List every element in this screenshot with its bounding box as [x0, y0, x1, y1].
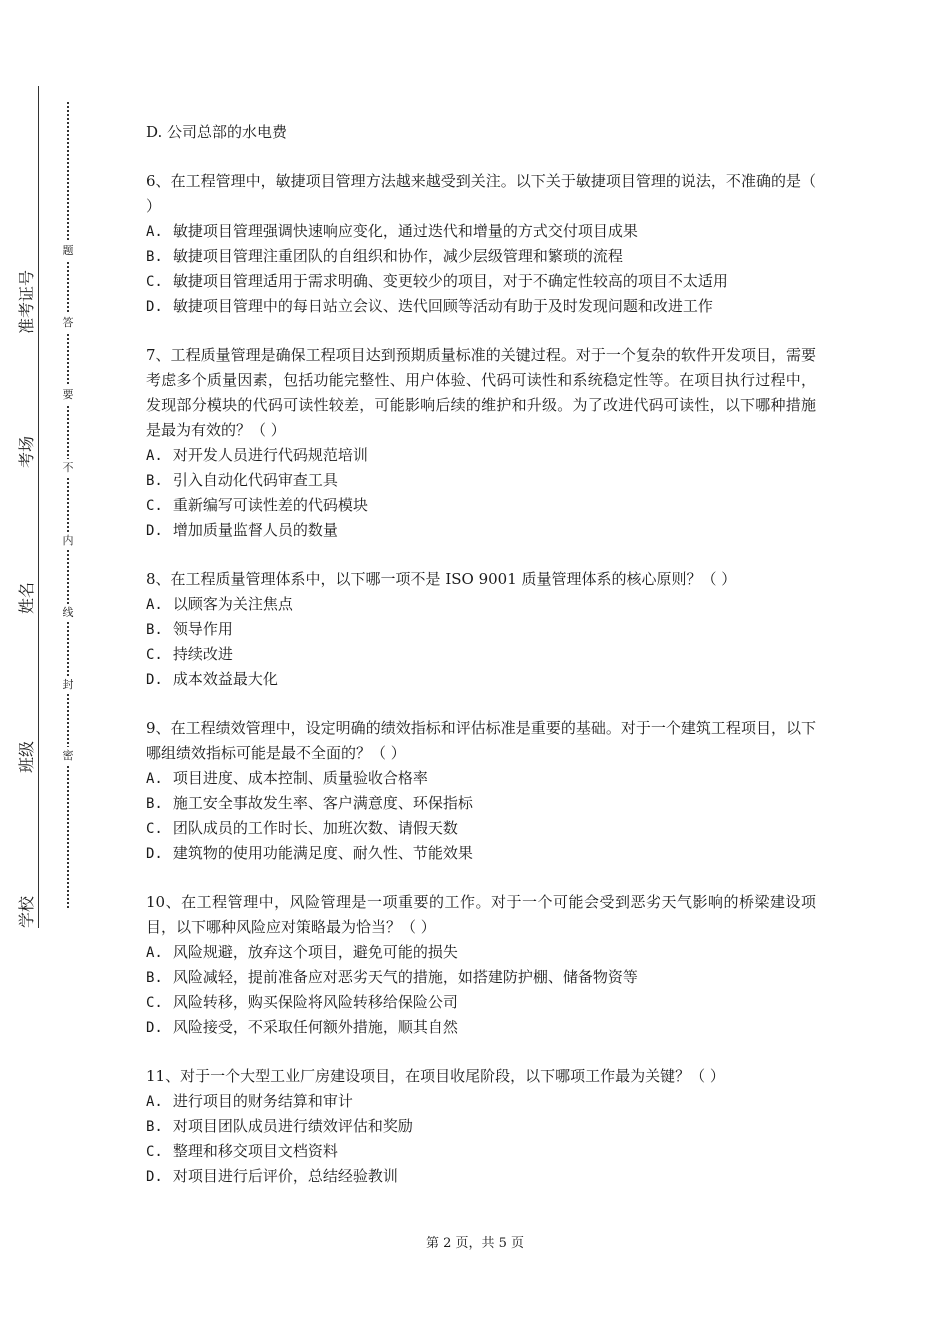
- option-text: 领导作用: [172, 620, 233, 638]
- option-text: 对项目团队成员进行绩效评估和奖励: [172, 1117, 413, 1135]
- option: [146, 244, 816, 269]
- field-exam-room: [14, 435, 64, 570]
- exam-content: [146, 120, 816, 1189]
- option-text: 重新编写可读性差的代码模块: [172, 496, 368, 514]
- option-letter: A.: [146, 945, 163, 961]
- option: [146, 1164, 816, 1189]
- option: [146, 766, 816, 791]
- option-text: 风险规避，放弃这个项目，避免可能的损失: [172, 943, 458, 961]
- option-letter: D.: [146, 1169, 163, 1185]
- option-letter: C.: [146, 821, 163, 837]
- field-admission-number-label: 准考证号: [14, 268, 37, 336]
- option: [146, 1114, 816, 1139]
- option-text: 持续改进: [172, 645, 233, 663]
- option: [146, 1139, 816, 1164]
- option-text: 项目进度、成本控制、质量验收合格率: [172, 769, 428, 787]
- option: [146, 219, 816, 244]
- question-11: [146, 1064, 816, 1189]
- question-9: [146, 716, 816, 866]
- option-text: 对项目进行后评价，总结经验教训: [172, 1167, 398, 1185]
- option-letter: B.: [146, 249, 163, 265]
- option-letter: C.: [146, 995, 163, 1011]
- option-text: 敏捷项目管理中的每日站立会议、迭代回顾等活动有助于及时发现问题和改进工作: [172, 297, 713, 315]
- option-letter: B.: [146, 796, 163, 812]
- option-letter: B.: [146, 1119, 163, 1135]
- option-letter: B.: [146, 473, 163, 489]
- option-letter: C.: [146, 1144, 163, 1160]
- option: [146, 1089, 816, 1114]
- question-8-text: 8、在工程质量管理体系中，以下哪一项不是 ISO 9001 质量管理体系的核心原则？（ ）: [146, 570, 737, 588]
- option-text: 风险接受，不采取任何额外措施，顺其自然: [172, 1018, 458, 1036]
- question-10: [146, 890, 816, 1040]
- seal-char: 题: [59, 242, 77, 260]
- option-text: 建筑物的使用功能满足度、耐久性、节能效果: [172, 844, 473, 862]
- option-text: 成本效益最大化: [172, 670, 278, 688]
- field-class: [14, 740, 64, 875]
- question-6-text: 6、在工程管理中，敏捷项目管理方法越来越受到关注。以下关于敏捷项目管理的说法，不准确的是（ ）: [146, 172, 816, 215]
- option: [146, 791, 816, 816]
- option: [146, 841, 816, 866]
- option-letter: A.: [146, 771, 163, 787]
- option-letter: D.: [146, 299, 163, 315]
- question-7-text: 7、工程质量管理是确保工程项目达到预期质量标准的关键过程。对于一个复杂的软件开发项目，需要考虑多个质量因素，包括功能完整性、用户体验、代码可读性和系统稳定性等。在项目执行过程中，发现部分模块的代码可读性较差，可能影响后续的维护和升级。为了改进代码可读性，以下哪种措施是最为有效的？（ ）: [146, 346, 816, 439]
- option-letter: A.: [146, 224, 163, 240]
- question-9-text: 9、在工程绩效管理中，设定明确的绩效指标和评估标准是重要的基础。对于一个建筑工程项目，以下哪组绩效指标可能是最不全面的？（ ）: [146, 719, 816, 762]
- page-number: 第 2 页，共 5 页: [425, 1236, 525, 1251]
- field-class-label: 班级: [14, 739, 37, 775]
- seal-char: 密: [59, 747, 77, 765]
- option: [146, 468, 816, 493]
- option-text: 引入自动化代码审查工具: [172, 471, 338, 489]
- field-exam-room-label: 考场: [14, 434, 37, 470]
- option: [146, 990, 816, 1015]
- field-name: [14, 581, 64, 716]
- top-option: D. 公司总部的水电费: [146, 123, 288, 141]
- option-letter: A.: [146, 597, 163, 613]
- seal-char: 内: [59, 532, 77, 550]
- option-letter: C.: [146, 498, 163, 514]
- option: [146, 940, 816, 965]
- seal-char: 答: [59, 314, 77, 332]
- option-text: 风险减轻，提前准备应对恶劣天气的措施，如搭建防护棚、储备物资等: [172, 968, 638, 986]
- option: [146, 518, 816, 543]
- option-letter: A.: [146, 1094, 163, 1110]
- option-letter: D.: [146, 846, 163, 862]
- option: [146, 617, 816, 642]
- field-school: [14, 895, 64, 1030]
- option-letter: B.: [146, 622, 163, 638]
- option-letter: C.: [146, 647, 163, 663]
- question-8: [146, 567, 816, 692]
- seal-char: 线: [59, 604, 77, 622]
- option: [146, 1015, 816, 1040]
- option: [146, 294, 816, 319]
- seal-char: 封: [59, 676, 77, 694]
- option-text: 增加质量监督人员的数量: [172, 521, 338, 539]
- option-text: 进行项目的财务结算和审计: [172, 1092, 353, 1110]
- option-text: 敏捷项目管理强调快速响应变化，通过迭代和增量的方式交付项目成果: [172, 222, 638, 240]
- option: [146, 667, 816, 692]
- option-letter: D.: [146, 523, 163, 539]
- option: [146, 816, 816, 841]
- option-text: 以顾客为关注焦点: [172, 595, 293, 613]
- option: [146, 269, 816, 294]
- option-letter: C.: [146, 274, 163, 290]
- option-text: 风险转移，购买保险将风险转移给保险公司: [172, 993, 458, 1011]
- field-name-label: 姓名: [14, 580, 37, 616]
- question-6: [146, 169, 816, 319]
- option-letter: B.: [146, 970, 163, 986]
- question-7: [146, 343, 816, 543]
- option: [146, 642, 816, 667]
- field-admission-number: [14, 269, 64, 436]
- option-text: 对开发人员进行代码规范培训: [172, 446, 368, 464]
- option-letter: A.: [146, 448, 163, 464]
- seal-char: 要: [59, 386, 77, 404]
- option-text: 施工安全事故发生率、客户满意度、环保指标: [172, 794, 473, 812]
- option-text: 敏捷项目管理注重团队的自组织和协作，减少层级管理和繁琐的流程: [172, 247, 623, 265]
- option-text: 整理和移交项目文档资料: [172, 1142, 338, 1160]
- option-text: 敏捷项目管理适用于需求明确、变更较少的项目，对于不确定性较高的项目不太适用: [172, 272, 728, 290]
- option-letter: D.: [146, 1020, 163, 1036]
- seal-char: 不: [59, 459, 77, 477]
- option-letter: D.: [146, 672, 163, 688]
- field-school-label: 学校: [14, 894, 37, 930]
- option: [146, 443, 816, 468]
- question-10-text: 10、在工程管理中，风险管理是一项重要的工作。对于一个可能会受到恶劣天气影响的桥梁建设项目，以下哪种风险应对策略最为恰当？（ ）: [146, 893, 816, 936]
- option: [146, 592, 816, 617]
- option: [146, 965, 816, 990]
- option: [146, 493, 816, 518]
- binding-dotted-line: [67, 102, 69, 908]
- question-11-text: 11、对于一个大型工业厂房建设项目，在项目收尾阶段，以下哪项工作最为关键？（ ）: [146, 1067, 725, 1085]
- option-text: 团队成员的工作时长、加班次数、请假天数: [172, 819, 458, 837]
